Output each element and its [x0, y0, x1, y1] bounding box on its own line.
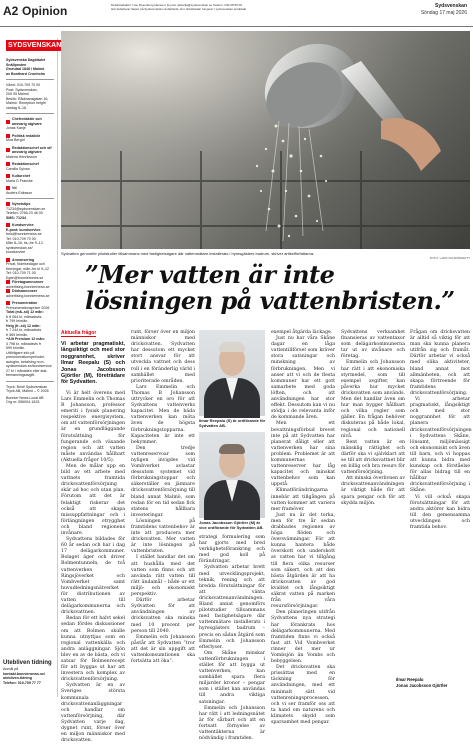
- body-paragraph: Emmelin och Johansson har rätt i att ledningsnätet är för sårbart och att en fortsatt förnyelse av vattentäkterna är nödvändig i framtiden.: [199, 705, 265, 742]
- bullet-square-icon: [6, 301, 10, 305]
- body-paragraph: strategi formulering som har gjorts med bred verklighetsförankring och med god koll på förändringar.: [199, 535, 265, 565]
- bullet-square-icon: [6, 148, 10, 152]
- body-paragraph: Just nu är det torka, men för tre år sedan drabbades regionen av höga flöden och översvämningar. För att kunna hantera både överskott och underskott av vatten har vi tillgång till flera olika resurser som säkert, och att den bästa åtgärden är att ha dricksvatten av god kvalitet och långsiktigt säkrat vatten på marken från våra resursförsörjningar.: [271, 512, 335, 610]
- body-paragraph: Sydvattens bildades för 60 år sedan och har i dag 17 delägarkommuner. Bolaget äger och driver Bolmentunneln, de två vattenverken Ringsjöverket och Vombverket samt huvudledningsnätverket för distributionen av vatten till delägarkommunerna och dricksvattnen.: [61, 537, 125, 616]
- staff-list: Chefredaktör och ansvarig utgivare Jonas Kanje Politisk redaktör Moa Bergöf Redaktionschef och stf ansvarig utgivare Malena Henriksson Redaktionschef Camilla Sylvan Kulturchef Maria G Francke Vd Anders Eriksson: [6, 117, 52, 195]
- section-label: Aktuella frågor: [61, 330, 97, 336]
- lead-column: [61, 330, 125, 744]
- body-paragraph: Lösningen på framtidens vattenbehov är inte att producera mer dricksvatten. Mer vatten är inte lösningen på vattenbristen.: [131, 518, 195, 555]
- body-paragraph: runt, förser över en miljon människor med dricksvatten. Sydvatten har dessutom ett mycket stort ansvar för att utveckla vattnet och dess roll i en föränderlig värld i samhället med prioriterade områden.: [131, 330, 195, 384]
- sydsvenskan-logo: SYDSVENSKAN: [8, 42, 62, 49]
- body-paragraph: Lars Emmelin och Thomas B Johansson uttrycker en oro för att Sydvattens vattenverks kapacitet. Men de bäda vattenverken kan möta även de högsta förbrukningstopparna. Kapaciteten är inte ett bekymmer.: [131, 384, 195, 445]
- issue-date: Söndag 17 maj 2026: [420, 10, 467, 16]
- body-paragraph: Sydvattens verksamhet finansieras av vattentaxor som delägarkommunerna tar ut av invånare och företag.: [341, 330, 405, 360]
- lead-paragraph: Vi arbetar pragmatiskt, långsiktigt och med stor noggrannhet, skriver Ilmar Reepalu (S) och Jonas Jacobsson Gjörtler (M), företrädare för Sydvatten.: [61, 341, 125, 386]
- bullet-square-icon: [6, 120, 10, 124]
- body-paragraph: Vi vill också skapa förutsättningar för att andra aktörer kan bidra till den gemensamma utvecklingen och framtida behov.: [410, 494, 470, 530]
- bullet-square-icon: [6, 280, 10, 284]
- bullet-square-icon: [6, 202, 10, 206]
- body-paragraph: Vi arbetar pragmatiskt, långsiktigt och med stor noggrannhet för att planera dricksvattenförsörjningen i Sydvattens Skåne, lönsamt, miljömässigt och ekonomiskt och även till barn, och vi hoppas att kunna bidra med kunskap och förståelse för allas bidrag till en hållbar dricksvattenförsörjning i Skåne.: [410, 397, 472, 494]
- bullet-square-icon: [6, 162, 10, 166]
- body-paragraph: Den planeringen utifrån Sydvattens nya strategi har förankrats hos delägarkommunerna. Med framtiden finns vi också fast att Vid Vombverket rinner det mer ur Vombsjön än Vombs och bebyggelsen.: [271, 610, 335, 665]
- prenumeration-block: Prenumeration Prenumerationspriser 2026 Total (må–sö) 12 mån: fr 8 064 kr, månadsvis: fr 799 kr/mån. Helg (fr–sö) 12 mån: fr 7 244 kr, månadsvis fr 569 kr/mån. +Allt Premium 12 mån: 4 798 kr, månadsvis fr 599 kr/mån. Utförligare info på prenumerationsperioder, autogiro, betalning m.m. sydsvenskan.se/kundservice 27 kr i månaden eller stat- bemanningsavgift.: [6, 301, 52, 377]
- signature: Ilmar Reepalu Jonas Jacobsson Gjörtler: [396, 677, 448, 688]
- body-column-6: [410, 330, 470, 675]
- body-paragraph: Sydvatten är en av Sveriges största kommunala dricksvattenanläggningar och handlar om vattenförsörjning, där Sydvatten varje dag, dygnet runt, förser över en miljon människor med dricksvatten.: [61, 683, 125, 744]
- photo-credit: FOTO: LARS SCHRÖDER/TT: [429, 256, 470, 260]
- body-paragraph: Den tredje vattenreservoar som nyligen invigdes vid Vombverket avlastar dessutom systemet vid förbrukningstoppar och säkerställer en jämnare dricksvattenförsörjning till bland annat Malmö, som redan för en tid sedan fick statens hållbara investeringar.: [131, 445, 195, 518]
- nyhetstips-block: Nyhetstips 71234@sydsvenskan.se Telefon: 0766-23 46 00 SMS: 71234: [6, 202, 46, 220]
- body-paragraph: exempel åtgärda läckage.: [271, 330, 333, 335]
- bullet-square-icon: [6, 289, 10, 293]
- portrait-caption: Jonas Jacobsson Gjörtler (M) är vice ordförande för Sydvatten AB.: [199, 520, 264, 530]
- body-column-4: [271, 330, 335, 725]
- shower-photo: [61, 31, 470, 249]
- body-paragraph: Redan för ett halvt sekel sedan fördes diskussioner om att Bolmen skulle kunna utnyttjas som en regional vattenkälla och andra anläggningar. Sjön blev en av de bästa, och vi satsar för Bolmenrecept för att byggas ut har att investera och komplex av dricksvattenförsörjning.: [61, 616, 125, 683]
- page-header: [0, 0, 473, 27]
- body-paragraph: Men de målar upp en bild av ett arbete med vattnets framtida dricksvattenförsörjning skär ad hoc och utan plan. Förutom att det är felaktigt riskerar det också att skapa missuppfattningar och i förlängningen otrygghet och bland regionens invånare.: [61, 463, 125, 536]
- section-title: Opinion: [22, 4, 68, 18]
- body-paragraph: Men ett bevattningsförbud brevet inte på att Sydvatten har planerat dåligt eller att vattenverken har sina problem. Problemet är att kommunernas vattenreserver har låg kapacitet och minskat vattenbehov som kan uppstå.: [271, 421, 335, 488]
- bullet-square-icon: [6, 174, 10, 178]
- bullet-square-icon: [6, 223, 10, 227]
- body-paragraph: Klimatförändringarna innebär att tillgången på vatten kommer att variera mer framöver.: [271, 488, 335, 512]
- portrait-jonas-jacobsson-gjortler: [199, 432, 265, 518]
- body-paragraph: Att minska överlivnen av dricksvattenanvändningen är viktigt både för att spara pengar och för att skydda miljön.: [341, 476, 405, 506]
- annonsering-block: Annonsering Privat, födelsedagar och förrningar, mån–fre kl 9–12 Tel: 010-709 71 00 Egen@bonniernews.se Företagsannonser advertising.bonniernews.se Dödsannonser advertising.bonniernews.se: [6, 257, 50, 298]
- portrait-ilmar-reepalu: [199, 330, 265, 416]
- body-paragraph: Emmelin och Johansson har rätt i att ekonomiska styrmedel, som till exempel avgifter, kan påverka hur mycket dricksvatten som används. Men det handlar även om hur man bygger hållbart och vilka regler som gäller. En frågan behöver diskuteras på både lokal, regional och nationell nivå.: [341, 360, 405, 439]
- body-paragraph: Sydvatten arbetar brett med utvecklingsprojekt, teknik, rening och att bredda förutsättningar för att vänta dricksvattenanvändningen. Bland annat genomförs pilotstudier tillsammans med fastighetsägare där vattenmätare installerats i hyresgästers badrum – precis en sådan åtgärd som Emmelin och Johansson efterlyser.: [199, 565, 265, 650]
- body-paragraph: Därför arbetar Sydvatten för att användningen av dricksvatten ska minska med 10 procent per person till 2040.: [131, 598, 195, 634]
- headline: ”Mer vatten är inte lösningen på vattenbristen.”: [85, 260, 455, 315]
- portrait-caption: Ilmar Reepalu (S) är ordförande för Sydvatten AB.: [199, 418, 266, 428]
- body-paragraph: Det dricksvatten ska prissättas med en täckning för användningen, med ett minimalt sätt vid vattenreningsprocessen, och vi ser framför oss att ta hand om naturens och klimatets skydd som sparsamhet med pengar.: [271, 665, 335, 725]
- body-column-5: [341, 330, 405, 675]
- body-paragraph: Vi är helt överens med Lars Emmelin och Thomas B Johansson, professor emeriti i fysisk planering respektive energisystem, om att vattenförsörjningen är en grundläggande förutsättning för fungerande och växande region och att vatten måste användas hållbart (Aktuella frågor 10/5).: [61, 390, 125, 463]
- body-paragraph: Bent vatten är en mänsklig rättighet och därför ska vi självklart att se till att dricksvattnet blir en billig och bra resurs för vattenförsörjning.: [341, 439, 405, 476]
- utebliven-tidning-box: Utebliven tidning Anmäl på kontakt.bonniernews.se/ utebliven-tidning Telefon: 010-709 77 77: [3, 660, 52, 685]
- body-paragraph: Emmelin och Johansson påstår att Sydvatten ”tror att det är sin uppgift att vattenkonsumtionen ska fortsätta att öka”.: [131, 634, 195, 665]
- masthead-sidebar: [0, 38, 62, 697]
- body-column-2: [131, 330, 195, 695]
- bullet-square-icon: [6, 186, 10, 190]
- contact-block: Växel: 010-709 70 00 Post: Sydsvenskan, 205 05 Malmö Besök: Rådmansgatan 16, Malmö. Reception helgfri vardag 8–16.: [6, 83, 49, 110]
- editor-info: Debattredaktör: Lise Rosenberg Hansen | E-post: aktuella@sydsvenskan.se Telefon: 040-28 50 00 Här debatterar läsare på Sydsvenskans debattsida. Hur debattsidan fungerar | sydsvenskan.se/debatt: [111, 3, 247, 11]
- body-paragraph: I stället handlar det om att hushålla med det vatten som finns och att använda rätt vatten till rätt ändamål – både ur ett miljö- och ekonomiskt perspektiv.: [131, 555, 195, 598]
- photo-caption: Sydvatten genomför pilotstudier tillsammans med fastighetsägare där vattenmätare installerats i hyresgästers badrum, skriver artikelförfattarna.: [61, 251, 315, 256]
- body-paragraph: Frågan om dricksvatten är alltid så viktig för att man ska kunna planera utifrån sig och framåt. Därför arbetar vi också med olika aktiviteter, bland annat mot allmänheten, och att skapa förtroende för framtidens dricksvattenförsörjning.: [410, 330, 470, 396]
- shower-head-illustration: [61, 31, 470, 249]
- page-number: A2: [3, 4, 19, 18]
- founded-block: Sydsvenska Dagbladet Snällposten Grundad 1848 i Malmö av Bonthard Cronholm: [6, 58, 46, 76]
- body-paragraph: Om Skåne minskar vattenförbrukningen i stället för att bygga ut vattenverken, kan samhället spara flera miljarder kronor – pengar som i stället kan användas till andra viktiga satsningar.: [199, 650, 265, 705]
- kundservice-block: Kundservice E-post: kundservice. bnlo@bonniernews.se Tel: 010-709 70 00 Mån 8–16, tis–fre 9–13 sydsvenskan.se/ kundservice: [6, 223, 43, 254]
- body-paragraph: Just nu har våra Skåne dagar en låga vattentillförsel som kräver stora satsningar och minskning av förbrukningen. Men vi anser att vi och de flesta kommuner har ett gott samarbete med goda löften, och att användningen har stor effekt. Dessutom kan vi nu stödja i de relevanta inför de kommande åren.: [271, 336, 335, 421]
- tryck-block: Tryck: Bold/ Sydsvenskan Tryck AB, Malmö – © 2026 Bonnier News Local AB Org.nr: 556004-1815: [6, 384, 49, 404]
- paper-name: Sydsvenskan: [435, 3, 467, 9]
- body-column-3: [199, 535, 265, 742]
